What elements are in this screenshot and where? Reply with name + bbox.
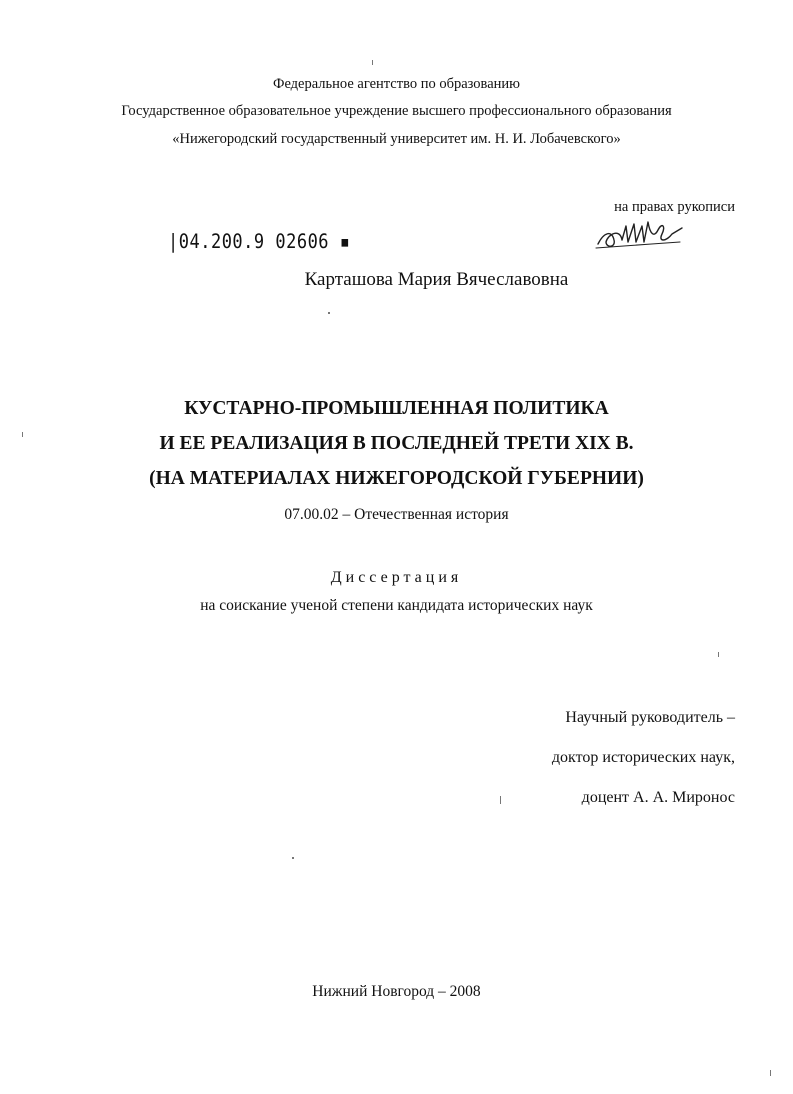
scan-speck xyxy=(770,1070,771,1076)
document-type: Диссертация xyxy=(330,569,463,586)
title-line-2: И ЕЕ РЕАЛИЗАЦИЯ В ПОСЛЕДНЕЙ ТРЕТИ XIX В. xyxy=(159,433,634,454)
supervisor-degree: доктор исторических наук, xyxy=(551,749,735,766)
stamp-prefix-icon: | xyxy=(168,230,179,254)
signature-image xyxy=(592,212,687,259)
scan-speck xyxy=(328,312,330,314)
title-line-1: КУСТАРНО-ПРОМЫШЛЕННАЯ ПОЛИТИКА xyxy=(184,398,609,419)
stamp-number-text: 04.200.9 02606 xyxy=(178,230,330,254)
university-line: «Нижегородский государственный университет им. Н. И. Лобачевского» xyxy=(172,131,621,147)
specialty-code: 07.00.02 – Отечественная история xyxy=(284,506,509,523)
rights-note: на правах рукописи xyxy=(614,199,735,215)
stamp-bullet-icon: ▪ xyxy=(329,230,351,254)
institution-line: Государственное образовательное учреждение высшего профессионального образования xyxy=(121,103,672,119)
scan-speck xyxy=(292,857,294,859)
scan-speck xyxy=(718,652,719,657)
library-stamp-number xyxy=(168,231,351,254)
scan-speck xyxy=(22,432,23,437)
degree-line: на соискание ученой степени кандидата исторических наук xyxy=(200,597,593,614)
scan-speck xyxy=(500,796,501,804)
place-year: Нижний Новгород – 2008 xyxy=(312,983,481,1000)
title-line-3: (НА МАТЕРИАЛАХ НИЖЕГОРОДСКОЙ ГУБЕРНИИ) xyxy=(149,468,644,489)
author-name: Карташова Мария Вячеславовна xyxy=(304,269,569,290)
scan-speck xyxy=(372,60,373,65)
supervisor-name: доцент А. А. Миронос xyxy=(581,789,735,806)
supervisor-role: Научный руководитель – xyxy=(565,709,735,726)
agency-line: Федеральное агентство по образованию xyxy=(272,76,520,92)
